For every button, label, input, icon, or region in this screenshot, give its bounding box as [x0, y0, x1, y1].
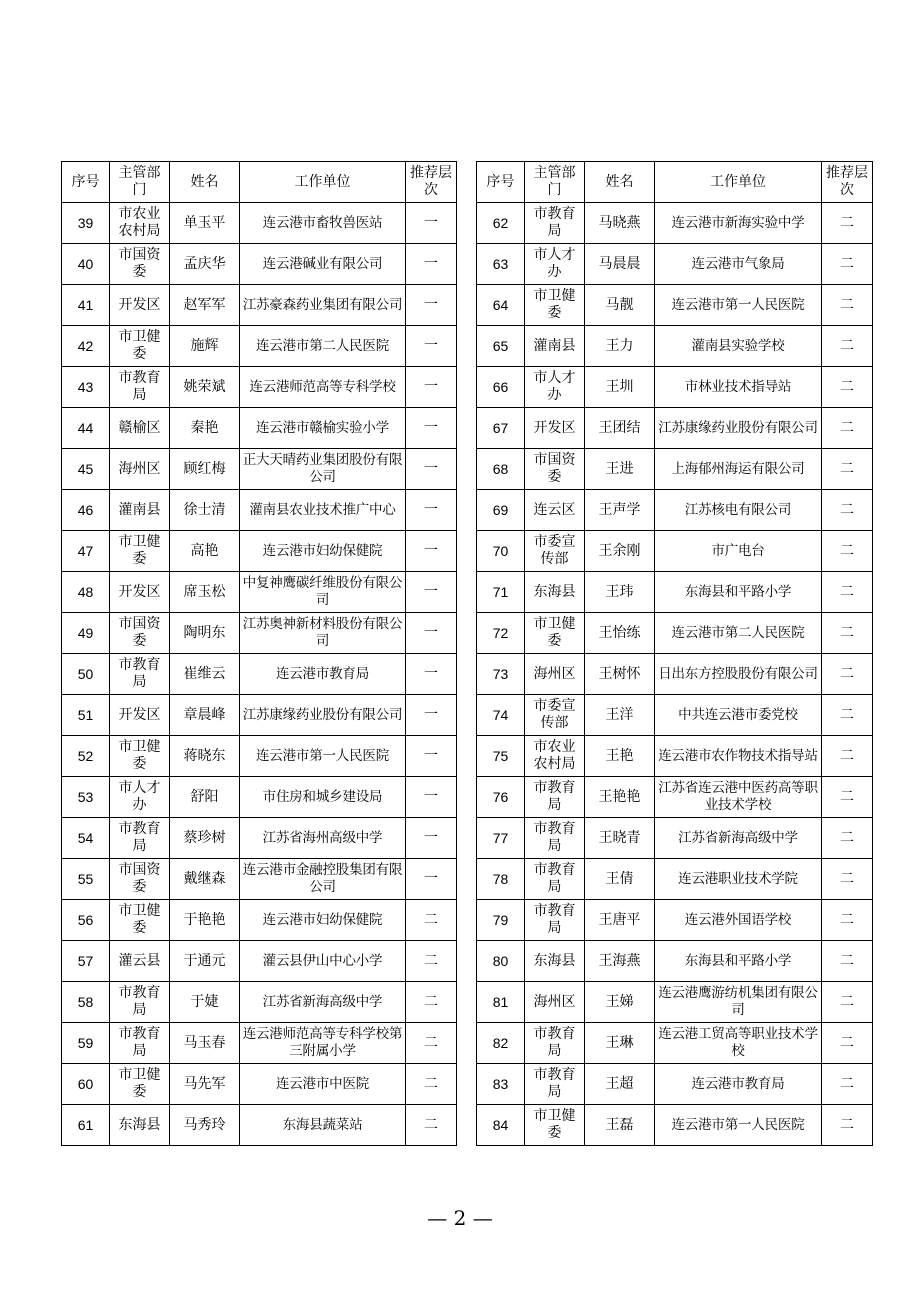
cell-name: 徐士清 [170, 490, 240, 531]
cell-unit: 连云港碱业有限公司 [240, 244, 406, 285]
cell-seq: 83 [477, 1064, 525, 1105]
cell-name: 赵军军 [170, 285, 240, 326]
cell-unit: 连云港市金融控股集团有限公司 [240, 859, 406, 900]
cell-name: 王琳 [585, 1023, 655, 1064]
cell-unit: 江苏奥神新材料股份有限公司 [240, 613, 406, 654]
cell-level: 二 [822, 613, 873, 654]
cell-dept: 市人才办 [525, 367, 585, 408]
cell-name: 孟庆华 [170, 244, 240, 285]
cell-dept: 市卫健委 [525, 285, 585, 326]
cell-seq: 65 [477, 326, 525, 367]
cell-name: 马靓 [585, 285, 655, 326]
cell-name: 王团结 [585, 408, 655, 449]
cell-unit: 东海县和平路小学 [655, 572, 822, 613]
cell-unit: 连云港市第一人民医院 [655, 1105, 822, 1146]
cell-unit: 连云港鹰游纺机集团有限公司 [655, 982, 822, 1023]
cell-level: 一 [406, 572, 457, 613]
cell-name: 王声学 [585, 490, 655, 531]
cell-seq: 64 [477, 285, 525, 326]
table-row [477, 203, 873, 244]
cell-seq: 47 [62, 531, 110, 572]
cell-level: 二 [822, 736, 873, 777]
cell-seq: 76 [477, 777, 525, 818]
cell-dept: 赣榆区 [110, 408, 170, 449]
header-unit: 工作单位 [655, 162, 822, 203]
table-row [477, 572, 873, 613]
cell-seq: 52 [62, 736, 110, 777]
cell-name: 王树怀 [585, 654, 655, 695]
cell-name: 王磊 [585, 1105, 655, 1146]
cell-unit: 连云港市第一人民医院 [240, 736, 406, 777]
cell-unit: 东海县和平路小学 [655, 941, 822, 982]
table-row [62, 1023, 457, 1064]
cell-level: 二 [822, 1105, 873, 1146]
cell-unit: 连云港市畜牧兽医站 [240, 203, 406, 244]
cell-seq: 84 [477, 1105, 525, 1146]
table-row [477, 736, 873, 777]
cell-level: 二 [406, 982, 457, 1023]
cell-name: 姚荣斌 [170, 367, 240, 408]
header-row [477, 162, 873, 203]
cell-name: 王余刚 [585, 531, 655, 572]
cell-name: 王海燕 [585, 941, 655, 982]
cell-level: 二 [822, 203, 873, 244]
cell-unit: 江苏康缘药业股份有限公司 [240, 695, 406, 736]
cell-unit: 灌南县农业技术推广中心 [240, 490, 406, 531]
cell-seq: 60 [62, 1064, 110, 1105]
cell-unit: 江苏康缘药业股份有限公司 [655, 408, 822, 449]
table-row [477, 1105, 873, 1146]
cell-dept: 开发区 [525, 408, 585, 449]
table-row [477, 654, 873, 695]
table-row [62, 531, 457, 572]
cell-name: 顾红梅 [170, 449, 240, 490]
cell-dept: 市农业农村局 [525, 736, 585, 777]
cell-name: 于通元 [170, 941, 240, 982]
table-row [62, 982, 457, 1023]
cell-name: 舒阳 [170, 777, 240, 818]
cell-name: 王唐平 [585, 900, 655, 941]
header-row [62, 162, 457, 203]
cell-unit: 江苏核电有限公司 [655, 490, 822, 531]
cell-dept: 东海县 [525, 941, 585, 982]
cell-unit: 连云港职业技术学院 [655, 859, 822, 900]
cell-level: 一 [406, 736, 457, 777]
cell-level: 二 [822, 285, 873, 326]
cell-level: 二 [822, 572, 873, 613]
cell-level: 一 [406, 613, 457, 654]
cell-name: 王玮 [585, 572, 655, 613]
table-row [477, 1023, 873, 1064]
header-name: 姓名 [170, 162, 240, 203]
cell-unit: 连云港市教育局 [655, 1064, 822, 1105]
cell-dept: 市人才办 [110, 777, 170, 818]
cell-level: 二 [822, 818, 873, 859]
table-row [62, 1064, 457, 1105]
cell-unit: 正大天晴药业集团股份有限公司 [240, 449, 406, 490]
cell-level: 二 [822, 982, 873, 1023]
cell-unit: 连云港市农作物技术指导站 [655, 736, 822, 777]
table-row [477, 695, 873, 736]
cell-level: 一 [406, 285, 457, 326]
table-row [477, 326, 873, 367]
right-table [476, 161, 873, 1146]
table-row [477, 1064, 873, 1105]
cell-dept: 市人才办 [525, 244, 585, 285]
table-row [62, 1105, 457, 1146]
cell-seq: 75 [477, 736, 525, 777]
table-row [477, 859, 873, 900]
table-row [477, 941, 873, 982]
cell-unit: 中复神鹰碳纤维股份有限公司 [240, 572, 406, 613]
cell-level: 一 [406, 367, 457, 408]
table-row [62, 326, 457, 367]
cell-name: 于艳艳 [170, 900, 240, 941]
cell-dept: 市委宣传部 [525, 531, 585, 572]
cell-seq: 78 [477, 859, 525, 900]
cell-name: 崔维云 [170, 654, 240, 695]
cell-dept: 市教育局 [525, 1023, 585, 1064]
table-row [477, 367, 873, 408]
cell-unit: 上海郁州海运有限公司 [655, 449, 822, 490]
cell-level: 二 [406, 1023, 457, 1064]
cell-unit: 连云港市教育局 [240, 654, 406, 695]
cell-level: 一 [406, 490, 457, 531]
cell-dept: 市卫健委 [110, 736, 170, 777]
cell-level: 二 [822, 326, 873, 367]
cell-seq: 41 [62, 285, 110, 326]
cell-level: 一 [406, 531, 457, 572]
table-row [62, 285, 457, 326]
cell-unit: 东海县蔬菜站 [240, 1105, 406, 1146]
cell-seq: 67 [477, 408, 525, 449]
cell-seq: 43 [62, 367, 110, 408]
cell-seq: 53 [62, 777, 110, 818]
cell-unit: 连云港市气象局 [655, 244, 822, 285]
cell-name: 高艳 [170, 531, 240, 572]
cell-seq: 71 [477, 572, 525, 613]
cell-name: 蒋晓东 [170, 736, 240, 777]
cell-seq: 74 [477, 695, 525, 736]
table-row [62, 654, 457, 695]
cell-level: 一 [406, 244, 457, 285]
cell-level: 二 [822, 367, 873, 408]
table-row [477, 285, 873, 326]
cell-name: 马晨晨 [585, 244, 655, 285]
cell-name: 马晓燕 [585, 203, 655, 244]
cell-unit: 江苏豪森药业集团有限公司 [240, 285, 406, 326]
cell-level: 二 [406, 941, 457, 982]
table-row [62, 777, 457, 818]
cell-seq: 48 [62, 572, 110, 613]
cell-unit: 市住房和城乡建设局 [240, 777, 406, 818]
cell-seq: 79 [477, 900, 525, 941]
table-row [62, 859, 457, 900]
cell-unit: 江苏省海州高级中学 [240, 818, 406, 859]
cell-level: 二 [822, 449, 873, 490]
cell-unit: 连云港师范高等专科学校 [240, 367, 406, 408]
cell-dept: 开发区 [110, 695, 170, 736]
cell-unit: 中共连云港市委党校 [655, 695, 822, 736]
cell-dept: 市卫健委 [525, 1105, 585, 1146]
cell-dept: 市卫健委 [525, 613, 585, 654]
cell-name: 王圳 [585, 367, 655, 408]
cell-name: 王倩 [585, 859, 655, 900]
cell-name: 单玉平 [170, 203, 240, 244]
cell-seq: 70 [477, 531, 525, 572]
cell-dept: 东海县 [110, 1105, 170, 1146]
cell-dept: 市教育局 [525, 900, 585, 941]
cell-name: 于婕 [170, 982, 240, 1023]
cell-level: 二 [822, 408, 873, 449]
cell-dept: 市国资委 [110, 859, 170, 900]
cell-seq: 44 [62, 408, 110, 449]
cell-dept: 开发区 [110, 285, 170, 326]
cell-name: 席玉松 [170, 572, 240, 613]
cell-level: 二 [406, 900, 457, 941]
cell-dept: 市委宣传部 [525, 695, 585, 736]
cell-seq: 69 [477, 490, 525, 531]
cell-name: 陶明东 [170, 613, 240, 654]
cell-seq: 54 [62, 818, 110, 859]
table-row [62, 695, 457, 736]
cell-level: 一 [406, 203, 457, 244]
cell-name: 马先军 [170, 1064, 240, 1105]
table-row [477, 408, 873, 449]
cell-unit: 灌云县伊山中心小学 [240, 941, 406, 982]
cell-level: 二 [822, 695, 873, 736]
table-row [477, 818, 873, 859]
cell-seq: 62 [477, 203, 525, 244]
page-number: — 2 — [427, 1206, 493, 1230]
cell-seq: 66 [477, 367, 525, 408]
cell-seq: 58 [62, 982, 110, 1023]
cell-dept: 市教育局 [525, 859, 585, 900]
cell-dept: 市国资委 [525, 449, 585, 490]
cell-name: 王超 [585, 1064, 655, 1105]
table-row [62, 818, 457, 859]
table-row [62, 490, 457, 531]
cell-dept: 市教育局 [110, 1023, 170, 1064]
table-row [62, 408, 457, 449]
header-dept: 主管部门 [110, 162, 170, 203]
cell-unit: 连云港市赣榆实验小学 [240, 408, 406, 449]
cell-name: 马秀玲 [170, 1105, 240, 1146]
cell-seq: 68 [477, 449, 525, 490]
cell-name: 王晓青 [585, 818, 655, 859]
cell-unit: 江苏省新海高级中学 [240, 982, 406, 1023]
right-table-body [477, 203, 873, 1146]
table-row [62, 941, 457, 982]
cell-level: 二 [822, 490, 873, 531]
table-row [477, 982, 873, 1023]
cell-unit: 连云港工贸高等职业技术学校 [655, 1023, 822, 1064]
cell-dept: 市教育局 [110, 818, 170, 859]
cell-unit: 连云港市妇幼保健院 [240, 531, 406, 572]
cell-seq: 45 [62, 449, 110, 490]
cell-unit: 日出东方控股股份有限公司 [655, 654, 822, 695]
cell-seq: 80 [477, 941, 525, 982]
cell-level: 一 [406, 654, 457, 695]
cell-name: 戴继森 [170, 859, 240, 900]
cell-unit: 连云港市新海实验中学 [655, 203, 822, 244]
cell-unit: 市广电台 [655, 531, 822, 572]
cell-dept: 灌南县 [110, 490, 170, 531]
cell-name: 蔡珍树 [170, 818, 240, 859]
table-row [62, 244, 457, 285]
cell-name: 马玉春 [170, 1023, 240, 1064]
cell-name: 王艳 [585, 736, 655, 777]
cell-dept: 灌南县 [525, 326, 585, 367]
table-row [477, 449, 873, 490]
cell-dept: 灌云县 [110, 941, 170, 982]
cell-level: 二 [822, 859, 873, 900]
cell-name: 王娣 [585, 982, 655, 1023]
cell-dept: 市教育局 [110, 982, 170, 1023]
cell-name: 王洋 [585, 695, 655, 736]
cell-unit: 灌南县实验学校 [655, 326, 822, 367]
cell-level: 一 [406, 449, 457, 490]
cell-name: 王艳艳 [585, 777, 655, 818]
cell-level: 一 [406, 777, 457, 818]
cell-level: 二 [822, 1023, 873, 1064]
cell-dept: 市卫健委 [110, 531, 170, 572]
left-table-body [62, 203, 457, 1146]
table-row [477, 244, 873, 285]
cell-seq: 72 [477, 613, 525, 654]
cell-level: 一 [406, 408, 457, 449]
cell-dept: 东海县 [525, 572, 585, 613]
cell-dept: 市教育局 [525, 1064, 585, 1105]
cell-seq: 55 [62, 859, 110, 900]
cell-unit: 连云港市中医院 [240, 1064, 406, 1105]
cell-dept: 市教育局 [110, 367, 170, 408]
cell-seq: 49 [62, 613, 110, 654]
cell-seq: 73 [477, 654, 525, 695]
cell-dept: 市国资委 [110, 244, 170, 285]
cell-name: 王进 [585, 449, 655, 490]
cell-unit: 连云港师范高等专科学校第三附属小学 [240, 1023, 406, 1064]
cell-level: 二 [822, 941, 873, 982]
cell-level: 一 [406, 695, 457, 736]
table-row [477, 490, 873, 531]
header-level: 推荐层次 [822, 162, 873, 203]
cell-level: 二 [822, 1064, 873, 1105]
cell-dept: 开发区 [110, 572, 170, 613]
header-level: 推荐层次 [406, 162, 457, 203]
cell-seq: 61 [62, 1105, 110, 1146]
header-unit: 工作单位 [240, 162, 406, 203]
cell-level: 二 [406, 1064, 457, 1105]
header-name: 姓名 [585, 162, 655, 203]
cell-name: 秦艳 [170, 408, 240, 449]
cell-dept: 连云区 [525, 490, 585, 531]
table-row [477, 900, 873, 941]
table-row [62, 572, 457, 613]
cell-dept: 市教育局 [525, 818, 585, 859]
cell-dept: 市教育局 [525, 203, 585, 244]
table-row [477, 777, 873, 818]
cell-seq: 46 [62, 490, 110, 531]
cell-name: 王力 [585, 326, 655, 367]
left-table [61, 161, 457, 1146]
header-seq: 序号 [477, 162, 525, 203]
cell-unit: 市林业技术指导站 [655, 367, 822, 408]
table-row [62, 203, 457, 244]
cell-level: 二 [822, 244, 873, 285]
cell-unit: 连云港市第一人民医院 [655, 285, 822, 326]
cell-dept: 市教育局 [525, 777, 585, 818]
cell-seq: 77 [477, 818, 525, 859]
cell-dept: 海州区 [110, 449, 170, 490]
cell-level: 二 [822, 654, 873, 695]
cell-name: 章晨峰 [170, 695, 240, 736]
cell-seq: 40 [62, 244, 110, 285]
cell-name: 施辉 [170, 326, 240, 367]
cell-level: 一 [406, 818, 457, 859]
cell-seq: 59 [62, 1023, 110, 1064]
cell-level: 一 [406, 326, 457, 367]
cell-dept: 市教育局 [110, 654, 170, 695]
cell-unit: 江苏省连云港中医药高等职业技术学校 [655, 777, 822, 818]
cell-unit: 连云港市第二人民医院 [240, 326, 406, 367]
cell-level: 二 [822, 900, 873, 941]
cell-seq: 57 [62, 941, 110, 982]
cell-seq: 51 [62, 695, 110, 736]
cell-level: 二 [822, 531, 873, 572]
header-seq: 序号 [62, 162, 110, 203]
cell-unit: 连云港市妇幼保健院 [240, 900, 406, 941]
cell-dept: 市卫健委 [110, 326, 170, 367]
cell-seq: 39 [62, 203, 110, 244]
cell-seq: 42 [62, 326, 110, 367]
table-row [62, 613, 457, 654]
table-row [477, 613, 873, 654]
table-row [62, 736, 457, 777]
cell-dept: 市卫健委 [110, 1064, 170, 1105]
cell-name: 王怡练 [585, 613, 655, 654]
cell-dept: 海州区 [525, 982, 585, 1023]
table-row [477, 531, 873, 572]
table-row [62, 367, 457, 408]
cell-dept: 市国资委 [110, 613, 170, 654]
cell-unit: 连云港外国语学校 [655, 900, 822, 941]
cell-level: 二 [406, 1105, 457, 1146]
cell-dept: 市农业农村局 [110, 203, 170, 244]
cell-seq: 82 [477, 1023, 525, 1064]
cell-unit: 连云港市第二人民医院 [655, 613, 822, 654]
cell-seq: 56 [62, 900, 110, 941]
table-row [62, 449, 457, 490]
cell-seq: 50 [62, 654, 110, 695]
cell-seq: 81 [477, 982, 525, 1023]
cell-level: 二 [822, 777, 873, 818]
cell-dept: 市卫健委 [110, 900, 170, 941]
cell-level: 一 [406, 859, 457, 900]
cell-unit: 江苏省新海高级中学 [655, 818, 822, 859]
table-row [62, 900, 457, 941]
cell-dept: 海州区 [525, 654, 585, 695]
cell-seq: 63 [477, 244, 525, 285]
header-dept: 主管部门 [525, 162, 585, 203]
